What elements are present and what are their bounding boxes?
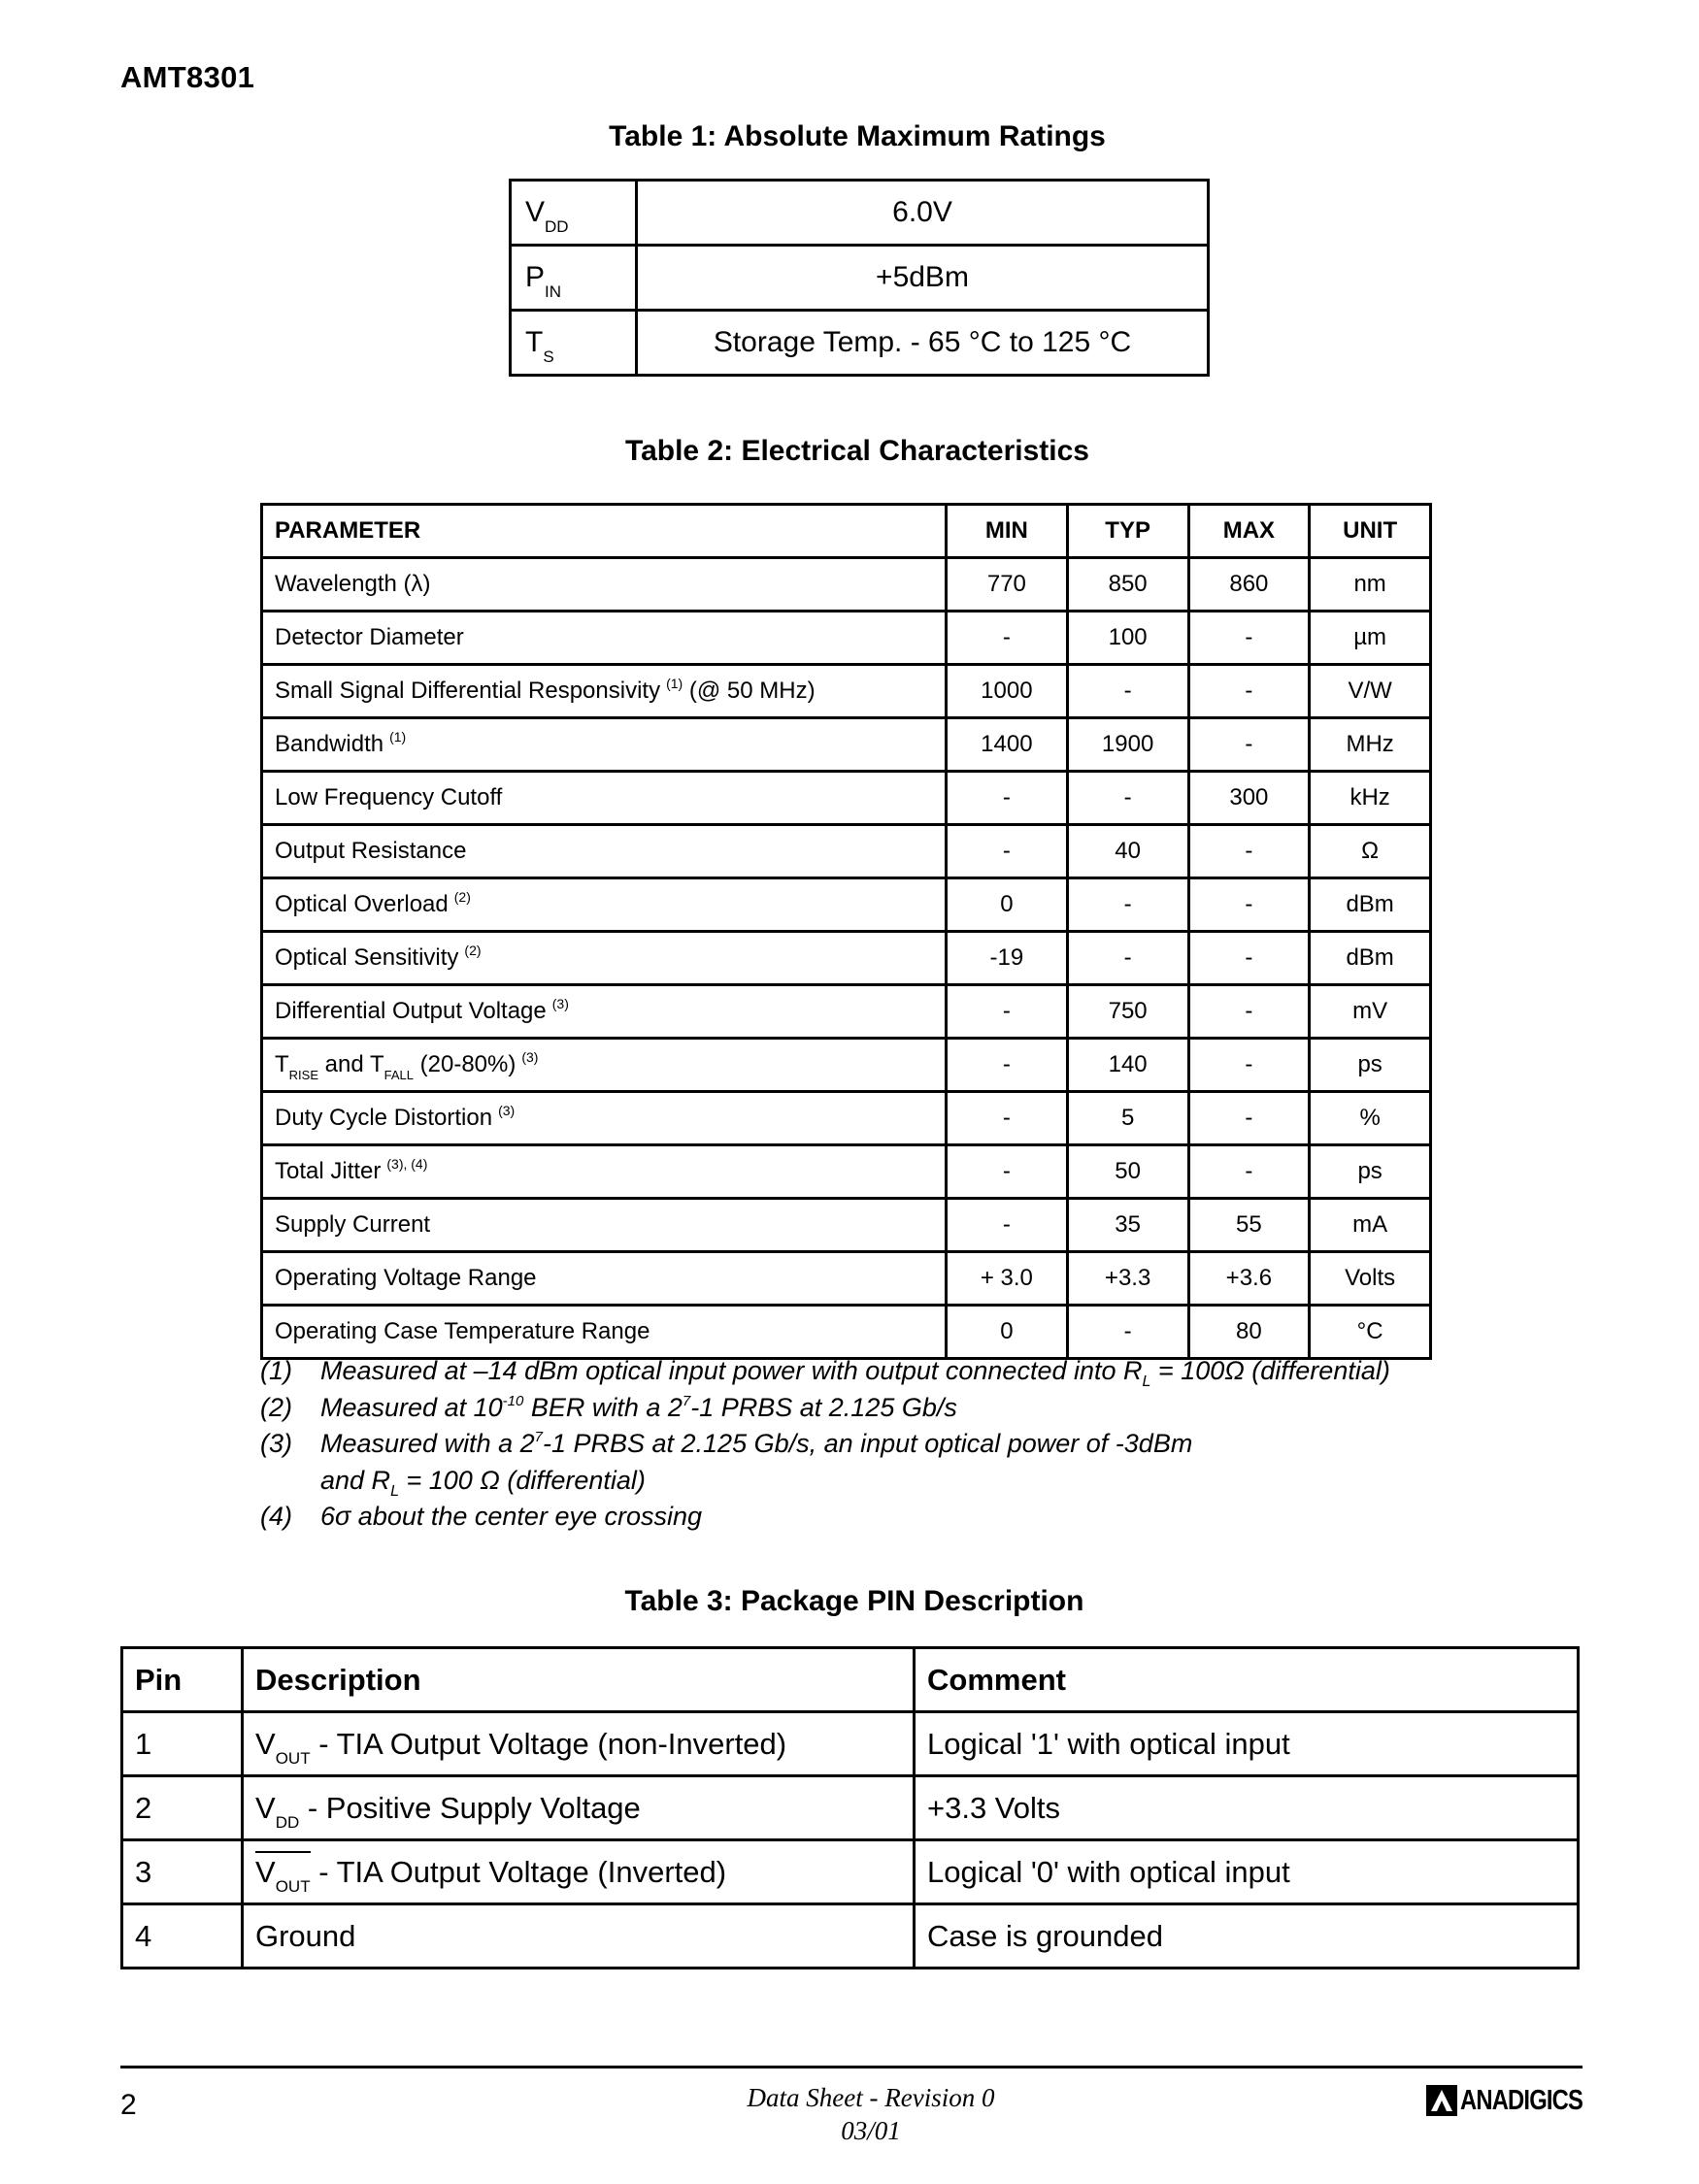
symbol: V xyxy=(525,196,546,228)
footnote-number: (2) xyxy=(260,1392,292,1422)
symbol: V xyxy=(255,1854,276,1889)
text: and R xyxy=(320,1465,391,1495)
table-row xyxy=(262,1199,1431,1252)
max-cell: - xyxy=(1188,1092,1310,1145)
subscript: RISE xyxy=(288,1068,319,1082)
superscript: -10 xyxy=(502,1392,524,1409)
max-cell: - xyxy=(1188,612,1310,665)
min-cell: - xyxy=(947,1145,1068,1199)
text: BER with a 2 xyxy=(523,1392,683,1422)
max-cell: - xyxy=(1188,878,1310,932)
footnote xyxy=(260,1428,1522,1465)
subscript: OUT xyxy=(275,1748,311,1768)
unit-cell: ps xyxy=(1310,1145,1431,1199)
min-cell: + 3.0 xyxy=(947,1252,1068,1306)
typ-cell: +3.3 xyxy=(1067,1252,1188,1306)
note-reference: (3) xyxy=(551,996,569,1011)
table1-caption: Table 1: Absolute Maximum Ratings xyxy=(609,120,1106,152)
footnote xyxy=(260,1355,1522,1392)
table-row xyxy=(511,311,1209,376)
table-row xyxy=(262,1252,1431,1306)
parameter-cell xyxy=(262,985,947,1039)
min-cell: - xyxy=(947,1199,1068,1252)
footer-date: 03/01 xyxy=(841,2116,901,2145)
symbol-cell xyxy=(511,246,637,311)
min-cell: -19 xyxy=(947,932,1068,985)
parameter-cell xyxy=(262,1306,947,1359)
max-cell: - xyxy=(1188,932,1310,985)
min-cell: - xyxy=(947,772,1068,825)
footnote xyxy=(260,1501,1522,1534)
footnote-number: (4) xyxy=(260,1502,292,1531)
footer-divider xyxy=(120,2066,1582,2068)
parameter-text: Optical Sensitivity xyxy=(275,944,459,971)
subscript: OUT xyxy=(275,1876,311,1896)
table-row xyxy=(262,718,1431,772)
symbol-cell xyxy=(511,311,637,376)
parameter-cell xyxy=(262,1092,947,1145)
max-cell: - xyxy=(1188,985,1310,1039)
parameter-text: Bandwidth xyxy=(275,731,384,757)
unit-cell: nm xyxy=(1310,558,1431,612)
description-text: - TIA Output Voltage (non-Inverted) xyxy=(310,1726,787,1761)
document-title: AMT8301 xyxy=(120,60,255,94)
footnote-number: (1) xyxy=(260,1356,292,1385)
comment-cell: Logical '1' with optical input xyxy=(915,1712,1579,1776)
symbol: V xyxy=(255,1726,276,1761)
parameter-text: Operating Voltage Range xyxy=(275,1265,537,1291)
note-reference: (2) xyxy=(464,943,482,958)
table-row xyxy=(262,985,1431,1039)
subscript: FALL xyxy=(383,1068,414,1082)
value-cell: +5dBm xyxy=(637,246,1209,311)
text: -1 PRBS at 2.125 Gb/s, an input optical power of -3dBm xyxy=(542,1429,1193,1458)
parameter-text: Total Jitter xyxy=(275,1158,382,1184)
footer-line: Data Sheet - Revision 0 xyxy=(747,2083,995,2112)
package-pin-table xyxy=(120,1646,1580,1969)
unit-cell: MHz xyxy=(1310,718,1431,772)
footnote xyxy=(260,1392,1522,1429)
anadigics-logo xyxy=(1425,2083,1584,2118)
symbol: P xyxy=(525,261,546,293)
parameter-text: Duty Cycle Distortion xyxy=(275,1105,493,1131)
parameter-cell xyxy=(262,665,947,718)
min-cell: - xyxy=(947,985,1068,1039)
min-cell: - xyxy=(947,1039,1068,1092)
table2-caption: Table 2: Electrical Characteristics xyxy=(624,435,1089,467)
typ-cell: 140 xyxy=(1067,1039,1188,1092)
column-header: MIN xyxy=(947,505,1068,558)
note-reference: (3) xyxy=(521,1049,539,1065)
parameter-cell xyxy=(262,612,947,665)
table3-caption: Table 3: Package PIN Description xyxy=(624,1585,1084,1617)
parameter-condition: (@ 50 MHz) xyxy=(683,678,816,704)
typ-cell: 35 xyxy=(1067,1199,1188,1252)
table-row xyxy=(262,1145,1431,1199)
value-cell: 6.0V xyxy=(637,181,1209,246)
symbol-subscript: IN xyxy=(545,282,562,301)
superscript: 7 xyxy=(682,1392,691,1409)
max-cell: 860 xyxy=(1188,558,1310,612)
typ-cell: 750 xyxy=(1067,985,1188,1039)
unit-cell: ps xyxy=(1310,1039,1431,1092)
overlined-symbol xyxy=(255,1851,311,1896)
unit-cell: mV xyxy=(1310,985,1431,1039)
typ-cell: 5 xyxy=(1067,1092,1188,1145)
parameter-text: Small Signal Differential Responsivity xyxy=(275,678,661,704)
table-row xyxy=(122,1712,1579,1776)
min-cell: 1000 xyxy=(947,665,1068,718)
unit-cell: Ω xyxy=(1310,825,1431,878)
typ-cell: - xyxy=(1067,772,1188,825)
column-header: Comment xyxy=(915,1648,1579,1712)
column-header: UNIT xyxy=(1310,505,1431,558)
max-cell: - xyxy=(1188,1145,1310,1199)
description-cell xyxy=(243,1712,915,1776)
table-row xyxy=(262,612,1431,665)
column-header: MAX xyxy=(1188,505,1310,558)
unit-cell: % xyxy=(1310,1092,1431,1145)
parameter-text: and T xyxy=(318,1051,384,1077)
note-reference: (2) xyxy=(453,889,471,905)
table-header-row xyxy=(262,505,1431,558)
table-row xyxy=(511,246,1209,311)
min-cell: - xyxy=(947,612,1068,665)
footnote-text xyxy=(320,1428,1522,1465)
parameter-cell xyxy=(262,1039,947,1092)
column-header: PARAMETER xyxy=(262,505,947,558)
typ-cell: - xyxy=(1067,878,1188,932)
parameter-cell xyxy=(262,878,947,932)
superscript: 7 xyxy=(534,1429,543,1445)
symbol: V xyxy=(255,1790,276,1825)
page-number: 2 xyxy=(120,2089,137,2121)
subscript: DD xyxy=(275,1812,300,1832)
typ-cell: 40 xyxy=(1067,825,1188,878)
footnote-text xyxy=(320,1392,1522,1429)
max-cell: 300 xyxy=(1188,772,1310,825)
table-header-row xyxy=(122,1648,1579,1712)
table-row xyxy=(122,1904,1579,1969)
min-cell: 0 xyxy=(947,878,1068,932)
text: = 100 Ω (differential) xyxy=(398,1465,646,1495)
description-cell: Ground xyxy=(243,1904,915,1969)
table-row xyxy=(262,558,1431,612)
typ-cell: - xyxy=(1067,1306,1188,1359)
unit-cell: µm xyxy=(1310,612,1431,665)
text: Measured with a 2 xyxy=(320,1429,535,1458)
logo-mark-icon xyxy=(1425,2084,1458,2117)
max-cell: 55 xyxy=(1188,1199,1310,1252)
table-row xyxy=(262,665,1431,718)
unit-cell: dBm xyxy=(1310,878,1431,932)
pin-cell: 1 xyxy=(122,1712,243,1776)
parameter-cell xyxy=(262,932,947,985)
min-cell: 0 xyxy=(947,1306,1068,1359)
max-cell: - xyxy=(1188,1039,1310,1092)
parameter-text: Low Frequency Cutoff xyxy=(275,784,503,811)
absolute-max-ratings-table xyxy=(509,179,1210,377)
description-cell xyxy=(243,1840,915,1904)
typ-cell: 850 xyxy=(1067,558,1188,612)
note-reference: (1) xyxy=(666,676,683,691)
pin-cell: 4 xyxy=(122,1904,243,1969)
logo-text: ANADIGICS xyxy=(1460,2085,1583,2116)
column-header: TYP xyxy=(1067,505,1188,558)
parameter-text: (20-80%) xyxy=(413,1051,516,1077)
table-row xyxy=(262,772,1431,825)
unit-cell: mA xyxy=(1310,1199,1431,1252)
parameter-text: Wavelength (λ) xyxy=(275,571,431,597)
symbol-subscript: DD xyxy=(545,217,569,236)
parameter-cell xyxy=(262,825,947,878)
max-cell: - xyxy=(1188,665,1310,718)
typ-cell: 100 xyxy=(1067,612,1188,665)
parameter-text: Supply Current xyxy=(275,1211,431,1238)
text: -1 PRBS at 2.125 Gb/s xyxy=(690,1392,957,1422)
table-row xyxy=(262,1039,1431,1092)
footnote-number: (3) xyxy=(260,1429,292,1458)
table-row xyxy=(262,932,1431,985)
table-row xyxy=(262,878,1431,932)
min-cell: - xyxy=(947,825,1068,878)
comment-cell: Logical '0' with optical input xyxy=(915,1840,1579,1904)
footnote-text xyxy=(320,1355,1522,1392)
table-row xyxy=(122,1776,1579,1840)
unit-cell: °C xyxy=(1310,1306,1431,1359)
unit-cell: dBm xyxy=(1310,932,1431,985)
column-header: Description xyxy=(243,1648,915,1712)
symbol-subscript: S xyxy=(543,347,554,366)
parameter-text: T xyxy=(275,1051,289,1077)
parameter-cell xyxy=(262,558,947,612)
description-text: - Positive Supply Voltage xyxy=(299,1790,641,1825)
min-cell: - xyxy=(947,1092,1068,1145)
typ-cell: - xyxy=(1067,932,1188,985)
value-cell: Storage Temp. - 65 °C to 125 °C xyxy=(637,311,1209,376)
parameter-text: Detector Diameter xyxy=(275,624,464,650)
symbol: T xyxy=(525,326,544,358)
min-cell: 1400 xyxy=(947,718,1068,772)
pin-cell: 2 xyxy=(122,1776,243,1840)
table-row xyxy=(262,825,1431,878)
text: Measured at –14 dBm optical input power with output connected into R xyxy=(320,1356,1143,1385)
footnotes xyxy=(260,1355,1522,1534)
max-cell: - xyxy=(1188,718,1310,772)
unit-cell: V/W xyxy=(1310,665,1431,718)
text: Measured at 10 xyxy=(320,1392,503,1422)
comment-cell: +3.3 Volts xyxy=(915,1776,1579,1840)
typ-cell: 1900 xyxy=(1067,718,1188,772)
parameter-cell xyxy=(262,1199,947,1252)
pin-cell: 3 xyxy=(122,1840,243,1904)
max-cell: +3.6 xyxy=(1188,1252,1310,1306)
typ-cell: - xyxy=(1067,665,1188,718)
parameter-text: Optical Overload xyxy=(275,891,449,917)
min-cell: 770 xyxy=(947,558,1068,612)
subscript: L xyxy=(1142,1373,1151,1390)
parameter-cell xyxy=(262,1252,947,1306)
symbol-cell xyxy=(511,181,637,246)
max-cell: - xyxy=(1188,825,1310,878)
typ-cell: 50 xyxy=(1067,1145,1188,1199)
comment-cell: Case is grounded xyxy=(915,1904,1579,1969)
max-cell: 80 xyxy=(1188,1306,1310,1359)
parameter-cell xyxy=(262,718,947,772)
description-cell xyxy=(243,1776,915,1840)
footnote-continuation xyxy=(260,1465,1522,1502)
footnote-text: 6σ about the center eye crossing xyxy=(320,1502,703,1531)
note-reference: (3), (4) xyxy=(386,1156,428,1172)
table-row xyxy=(262,1092,1431,1145)
parameter-text: Output Resistance xyxy=(275,838,467,864)
unit-cell: Volts xyxy=(1310,1252,1431,1306)
table-row xyxy=(262,1306,1431,1359)
parameter-text: Operating Case Temperature Range xyxy=(275,1318,650,1344)
text: = 100Ω (differential) xyxy=(1150,1356,1390,1385)
parameter-cell xyxy=(262,1145,947,1199)
column-header: Pin xyxy=(122,1648,243,1712)
subscript: L xyxy=(390,1482,399,1500)
electrical-characteristics-table xyxy=(260,503,1432,1360)
parameter-cell xyxy=(262,772,947,825)
unit-cell: kHz xyxy=(1310,772,1431,825)
table-row xyxy=(511,181,1209,246)
parameter-text: Differential Output Voltage xyxy=(275,998,547,1024)
description-text: - TIA Output Voltage (Inverted) xyxy=(310,1854,727,1889)
note-reference: (3) xyxy=(498,1103,516,1118)
table-row xyxy=(122,1840,1579,1904)
note-reference: (1) xyxy=(389,729,407,745)
